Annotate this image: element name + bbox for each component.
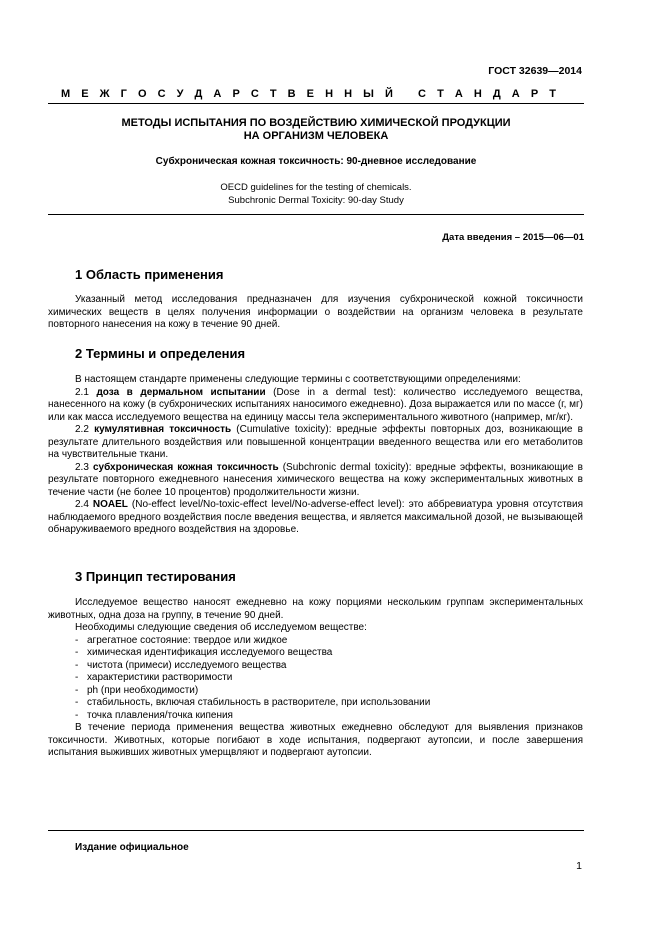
section-1-text: Указанный метод исследования предназначен для изучения субхронической кожной токсичности химических веществ в целях получения информации о воздействии на организм человека в результате повторного нанесения на кожу в течение 90 дней.: [48, 294, 583, 330]
dash-marker: -: [75, 659, 79, 671]
title-line-2: НА ОРГАНИЗМ ЧЕЛОВЕКА: [243, 130, 389, 142]
section-3-body: [48, 597, 583, 760]
dash-marker: -: [75, 697, 79, 708]
section-3-paragraph-2: Необходимы следующие сведения об исследуемом веществе:: [75, 622, 367, 633]
section-1-heading: 1 Область применения: [75, 267, 224, 282]
term-number: 2.3: [75, 461, 93, 473]
section-2-intro: В настоящем стандарте применены следующие термины с соответствующими определениями:: [75, 374, 521, 385]
term-name: субхроническая кожная токсичность: [92, 461, 279, 473]
banner-letter: Т: [437, 88, 444, 100]
oecd-reference: [48, 181, 584, 207]
dash-marker: -: [75, 709, 79, 721]
term-name: доза в дермальном испытании: [96, 386, 266, 398]
official-edition-label: Издание официальное: [75, 842, 189, 853]
section-2-body: [48, 374, 583, 537]
term-2-4: [48, 499, 583, 537]
banner-letter: А: [511, 88, 520, 100]
list-item: - агрегатное состояние: твердое или жидкое: [75, 634, 288, 646]
banner-letter: С: [250, 88, 259, 100]
section-1-body: [48, 294, 583, 332]
banner-letter: Й: [384, 88, 393, 100]
dash-marker: -: [75, 684, 79, 696]
section-3-paragraph-1: Исследуемое вещество наносят ежедневно на кожу порциями нескольким группам экспериментальных животных, одна доза на группу, в течение 90 дней.: [48, 597, 583, 621]
banner-letter: Р: [232, 88, 240, 100]
banner-letter: М: [61, 88, 71, 100]
banner-letter: Н: [473, 88, 482, 100]
banner-letter: Г: [120, 88, 127, 100]
header-rule: [48, 103, 584, 104]
dash-marker: -: [75, 634, 79, 646]
list-item: - чистота (примеси) исследуемого вещества: [75, 659, 287, 671]
list-item: - химическая идентификация исследуемого вещества: [75, 647, 333, 658]
section-3-paragraph-3: В течение периода применения вещества животных ежедневно обследуют для выявления признаков токсичности. Животных, которые погибают в ходе испытания, подвергают аутопсии, и после завершения испытания выживших животных умерщвляют и подвергают аутопсии.: [48, 722, 583, 758]
term-name: NOAEL: [92, 499, 128, 510]
term-number: 2.2: [75, 424, 95, 435]
banner-letter: О: [137, 88, 147, 100]
substance-info-list: [48, 635, 583, 723]
title-line-1: МЕТОДЫ ИСПЫТАНИЯ ПО ВОЗДЕЙСТВИЮ ХИМИЧЕСКОЙ ПРОДУКЦИИ: [121, 117, 511, 129]
section-3-heading: 3 Принцип тестирования: [75, 569, 236, 584]
banner-letter: Т: [269, 88, 277, 100]
term-definition: (No-effect level/No-toxic-effect level/No-adverse-effect level): это аббревиатура уровня отсутствия наблюдаемого вредного воздействия после введения вещества, и является максимальной дозой, не вызывающей обнаруживаемого вредного воздействия на здоровье.: [48, 499, 583, 535]
list-item: - ph (при необходимости): [75, 684, 199, 696]
banner-letter: Ы: [363, 88, 374, 100]
banner-letter: Р: [530, 88, 539, 100]
term-name: кумулятивная токсичность: [94, 424, 232, 435]
section-2-heading: 2 Термины и определения: [75, 346, 246, 361]
banner-letter: С: [418, 88, 426, 100]
term-2-2: [48, 424, 583, 462]
list-item: - характеристики растворимости: [75, 672, 233, 683]
list-item: - точка плавления/точка кипения: [75, 709, 233, 721]
term-number: 2.1: [75, 386, 97, 398]
term-definition: (Subchronic dermal toxicity): вредные эффекты, возникающие в результате повторного ежедневного нанесения химического вещества на кожу экспериментальных животных в течение части (не более 10 процентов) продолжительности жизни.: [48, 461, 583, 498]
banner-letter: Д: [194, 88, 203, 100]
term-number: 2.4: [75, 499, 93, 510]
standard-code: ГОСТ 32639—2014: [488, 65, 582, 77]
dash-marker: -: [75, 672, 79, 683]
banner-letter: В: [287, 88, 296, 100]
footer-rule: [48, 830, 584, 831]
introduction-date: Дата введения – 2015—06—01: [442, 232, 584, 243]
title-rule: [48, 214, 584, 215]
interstate-standard-banner: [61, 88, 556, 100]
banner-gap: [404, 88, 407, 100]
banner-letter: Т: [549, 88, 556, 100]
term-2-3: [48, 462, 583, 500]
banner-letter: Е: [306, 88, 315, 100]
oecd-line-1: OECD guidelines for the testing of chemicals.: [220, 182, 412, 193]
banner-letter: С: [157, 88, 166, 100]
term-definition: (Dose in a dermal test): количество исследуемого вещества, нанесенного на кожу (в субхронических испытаниях наносимого ежедневно). Доза выражается или по массе (г, мг) или как масса исследуемого вещества на единицу массы тела экспериментального животного (например, мг/кг).: [48, 386, 583, 423]
banner-letter: Е: [81, 88, 89, 100]
banner-letter: А: [454, 88, 463, 100]
term-2-1: [48, 387, 583, 425]
list-item: - стабильность, включая стабильность в растворителе, при использовании: [75, 697, 431, 708]
page-number: 1: [576, 860, 582, 872]
oecd-line-2: Subchronic Dermal Toxicity: 90-day Study: [228, 195, 404, 206]
banner-letter: А: [213, 88, 222, 100]
banner-letter: У: [176, 88, 184, 100]
banner-letter: Д: [492, 88, 501, 100]
banner-letter: Н: [344, 88, 353, 100]
banner-letter: Ж: [99, 88, 110, 100]
dash-marker: -: [75, 647, 79, 658]
banner-letter: Н: [325, 88, 334, 100]
term-definition: (Cumulative toxicity): вредные эффекты повторных доз, возникающие в результате длительного воздействия или повышенной концентрации введенного вещества или его метаболитов на чувствительные ткани.: [48, 424, 583, 460]
document-title: [48, 117, 584, 143]
document-subtitle: Субхроническая кожная токсичность: 90-дневное исследование: [155, 156, 477, 167]
